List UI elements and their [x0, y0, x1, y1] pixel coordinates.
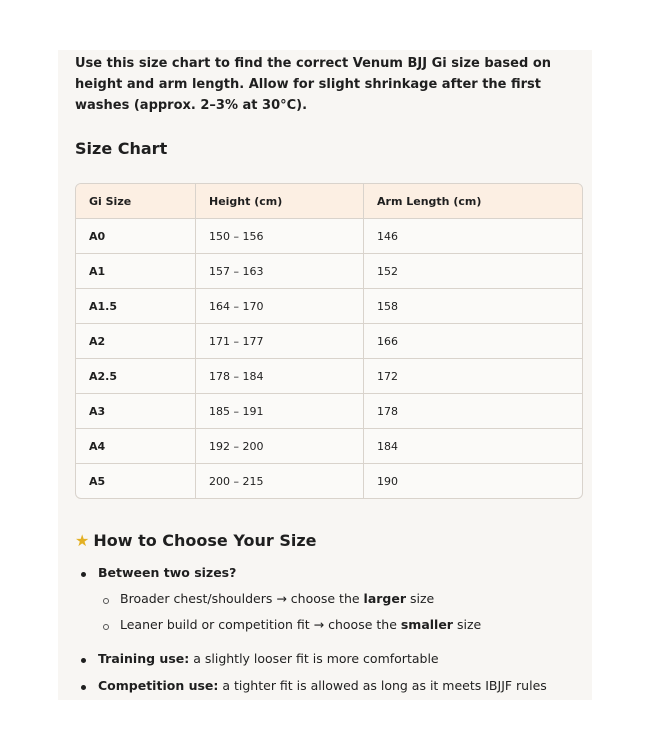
header-gi-size: Gi Size	[89, 194, 132, 208]
cell-arm-length: 146	[363, 219, 582, 253]
table-row	[76, 463, 582, 498]
bullet-circle-icon	[103, 598, 109, 604]
between-label: Between two sizes?	[98, 565, 237, 580]
star-icon: ★	[75, 531, 90, 550]
cell-arm-length: 178	[363, 394, 582, 428]
cell-gi-size: A2.5	[89, 369, 117, 383]
training-label: Training use:	[98, 651, 190, 666]
size-chart-title: Size Chart	[75, 139, 168, 158]
sub2-post: size	[452, 617, 482, 632]
cell-gi-size: A3	[89, 404, 106, 418]
choose-size-title-text: How to Choose Your Size	[93, 531, 317, 550]
table-row	[76, 323, 582, 358]
table-row	[76, 393, 582, 428]
cell-arm-length: 166	[363, 324, 582, 358]
cell-gi-size: A4	[89, 439, 106, 453]
cell-gi-size: A0	[89, 229, 106, 243]
table-row	[76, 218, 582, 253]
size-table	[75, 183, 583, 499]
cell-height: 192 – 200	[195, 429, 363, 463]
sub1-bold: larger	[363, 591, 407, 606]
list-item-broader	[75, 591, 434, 606]
table-row	[76, 288, 582, 323]
sub1-text: Broader chest/shoulders → choose the	[120, 591, 364, 606]
cell-height: 200 – 215	[195, 464, 363, 498]
list-item-between	[75, 565, 236, 580]
cell-height: 150 – 156	[195, 219, 363, 253]
list-item-competition	[75, 678, 547, 693]
list-item-training	[75, 651, 439, 666]
cell-gi-size: A5	[89, 474, 106, 488]
cell-arm-length: 184	[363, 429, 582, 463]
cell-height: 164 – 170	[195, 289, 363, 323]
cell-height: 157 – 163	[195, 254, 363, 288]
cell-gi-size: A1.5	[89, 299, 117, 313]
table-row	[76, 253, 582, 288]
sub2-bold: smaller	[400, 617, 453, 632]
bullet-dot-icon	[81, 658, 86, 663]
table-row	[76, 358, 582, 393]
competition-label: Competition use:	[98, 678, 219, 693]
cell-height: 185 – 191	[195, 394, 363, 428]
header-arm-length: Arm Length (cm)	[363, 184, 582, 218]
cell-arm-length: 152	[363, 254, 582, 288]
header-height: Height (cm)	[195, 184, 363, 218]
sub2-text: Leaner build or competition fit → choose the	[120, 617, 401, 632]
cell-height: 171 – 177	[195, 324, 363, 358]
competition-text: a tighter fit is allowed as long as it meets IBJJF rules	[218, 678, 547, 693]
list-item-leaner	[75, 617, 481, 632]
content-panel	[58, 50, 592, 700]
cell-gi-size: A2	[89, 334, 106, 348]
bullet-circle-icon	[103, 624, 109, 630]
training-text: a slightly looser fit is more comfortable	[189, 651, 439, 666]
sub1-post: size	[406, 591, 435, 606]
cell-height: 178 – 184	[195, 359, 363, 393]
intro-text: Use this size chart to find the correct Venum BJJ Gi size based on height and arm length. Allow for slight shrinkage after the first washes (approx. 2–3% at 30°C).	[75, 56, 552, 113]
cell-arm-length: 158	[363, 289, 582, 323]
choose-size-title	[75, 530, 316, 552]
table-row	[76, 428, 582, 463]
bullet-dot-icon	[81, 685, 86, 690]
cell-arm-length: 172	[363, 359, 582, 393]
cell-gi-size: A1	[89, 264, 106, 278]
cell-arm-length: 190	[363, 464, 582, 498]
table-header-row	[76, 184, 582, 218]
bullet-dot-icon	[81, 572, 86, 577]
